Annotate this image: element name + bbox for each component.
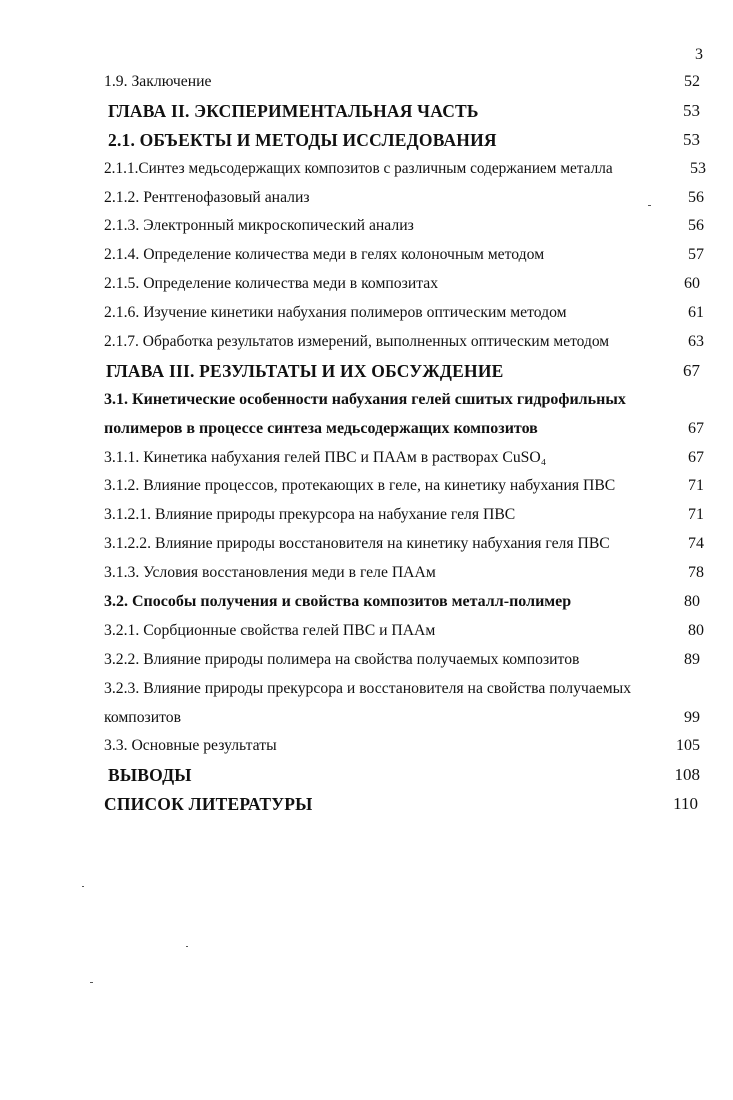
toc-entry-label: 2.1.4. Определение количества меди в гелях колоночным методом: [104, 246, 545, 264]
toc-entry: [104, 299, 704, 328]
toc-entry: [104, 444, 704, 473]
toc-entry-cont: [104, 704, 704, 733]
toc-entry-label: 2.1.3. Электронный микроскопический анализ: [104, 217, 414, 235]
toc-entry-label: 3.3. Основные результаты: [104, 737, 277, 755]
toc-entry-label: полимеров в процессе синтеза медьсодержащих композитов: [104, 419, 538, 437]
toc-entry: [104, 241, 704, 270]
toc-entry: [104, 530, 704, 559]
toc-entry-page: 71: [688, 477, 704, 495]
toc-entry: [104, 617, 704, 646]
scan-speck: [82, 886, 84, 887]
toc-entry-page: 71: [688, 506, 704, 524]
toc-chapter-heading: [104, 790, 704, 819]
toc-entry-page: 57: [688, 246, 704, 264]
toc-entry-label: 1.9. Заключение: [104, 73, 212, 90]
toc-chapter-heading: [104, 761, 704, 790]
toc-entry-page: 61: [688, 304, 704, 322]
toc-entry-page: 67: [683, 360, 700, 380]
toc-entry-label: 3.1.1. Кинетика набухания гелей ПВС и ПААм в растворах CuSO₄: [104, 448, 547, 466]
toc-entry: [104, 732, 704, 761]
toc-entry-page: 60: [684, 275, 700, 293]
table-of-contents: [104, 68, 704, 819]
toc-entry-page: 52: [684, 73, 700, 90]
toc-entry-page: 108: [674, 765, 700, 785]
toc-entry-page: 99: [684, 708, 700, 726]
toc-entry-label: 3.1. Кинетические особенности набухания гелей сшитых гидрофильных: [104, 390, 626, 408]
toc-entry-label: 3.2.2. Влияние природы полимера на свойства получаемых композитов: [104, 650, 580, 668]
toc-entry-page: 110: [673, 794, 698, 814]
toc-entry-label: 3.2.3. Влияние природы прекурсора и восстановителя на свойства получаемых: [104, 679, 632, 697]
toc-entry-page: 78: [688, 564, 704, 582]
toc-entry-page: 56: [688, 188, 704, 206]
toc-entry-page: 89: [684, 650, 700, 668]
toc-chapter-heading: [104, 97, 704, 126]
toc-entry: [104, 501, 704, 530]
toc-chapter-heading: [104, 357, 704, 386]
toc-entry-page: 53: [690, 159, 706, 177]
toc-entry-label: 3.1.2.1. Влияние природы прекурсора на набухание геля ПВС: [104, 506, 516, 524]
toc-entry-label: СПИСОК ЛИТЕРАТУРЫ: [104, 794, 313, 815]
toc-entry: [104, 472, 704, 501]
toc-entry-label: 3.1.2. Влияние процессов, протекающих в геле, на кинетику набухания ПВС: [104, 477, 616, 495]
toc-entry-label: ВЫВОДЫ: [108, 765, 192, 786]
toc-entry-page: 80: [684, 593, 700, 611]
toc-entry-label: 3.2. Способы получения и свойства композитов металл-полимер: [104, 593, 572, 611]
toc-entry-page: 63: [688, 333, 704, 351]
toc-entry-page: 74: [688, 535, 704, 553]
toc-entry: [104, 675, 704, 704]
scan-speck: [90, 982, 93, 983]
toc-entry-page: 80: [688, 621, 704, 639]
toc-entry: [104, 155, 704, 184]
toc-entry-page: 53: [683, 100, 700, 120]
toc-entry-label: 2.1. ОБЪЕКТЫ И МЕТОДЫ ИССЛЕДОВАНИЯ: [108, 129, 497, 150]
toc-entry-label: 2.1.6. Изучение кинетики набухания полимеров оптическим методом: [104, 304, 567, 322]
toc-entry-page: 53: [683, 129, 700, 149]
toc-entry-page: 105: [676, 737, 700, 755]
toc-entry: [104, 328, 704, 357]
toc-section-heading: [104, 126, 704, 155]
toc-section-heading-cont: [104, 415, 704, 444]
toc-entry-label: 3.2.1. Сорбционные свойства гелей ПВС и ПААм: [104, 621, 436, 639]
toc-entry-page: 67: [688, 419, 704, 437]
scan-speck: [648, 205, 651, 206]
toc-entry-label: ГЛАВА II. ЭКСПЕРИМЕНТАЛЬНАЯ ЧАСТЬ: [108, 100, 479, 121]
toc-entry-label: 2.1.2. Рентгенофазовый анализ: [104, 188, 310, 206]
scan-speck: [186, 946, 188, 947]
toc-entry-label: ГЛАВА III. РЕЗУЛЬТАТЫ И ИХ ОБСУЖДЕНИЕ: [106, 360, 504, 381]
toc-entry-label: 3.1.3. Условия восстановления меди в геле ПААм: [104, 564, 436, 582]
toc-entry: [104, 68, 704, 97]
toc-entry-label: 2.1.7. Обработка результатов измерений, выполненных оптическим методом: [104, 333, 610, 351]
toc-entry-label: композитов: [104, 708, 182, 726]
page-number: 3: [695, 46, 703, 63]
toc-entry: [104, 270, 704, 299]
toc-entry-label: 2.1.1.Синтез медьсодержащих композитов с различным содержанием металла: [104, 159, 613, 177]
toc-entry: [104, 559, 704, 588]
toc-entry-label: 2.1.5. Определение количества меди в композитах: [104, 275, 439, 293]
toc-entry-page: 67: [688, 448, 704, 466]
toc-entry: [104, 212, 704, 241]
toc-section-heading: [104, 588, 704, 617]
toc-entry-page: 56: [688, 217, 704, 235]
toc-entry: [104, 184, 704, 213]
toc-entry-label: 3.1.2.2. Влияние природы восстановителя на кинетику набухания геля ПВС: [104, 535, 610, 553]
toc-section-heading: [104, 386, 704, 415]
toc-entry: [104, 646, 704, 675]
